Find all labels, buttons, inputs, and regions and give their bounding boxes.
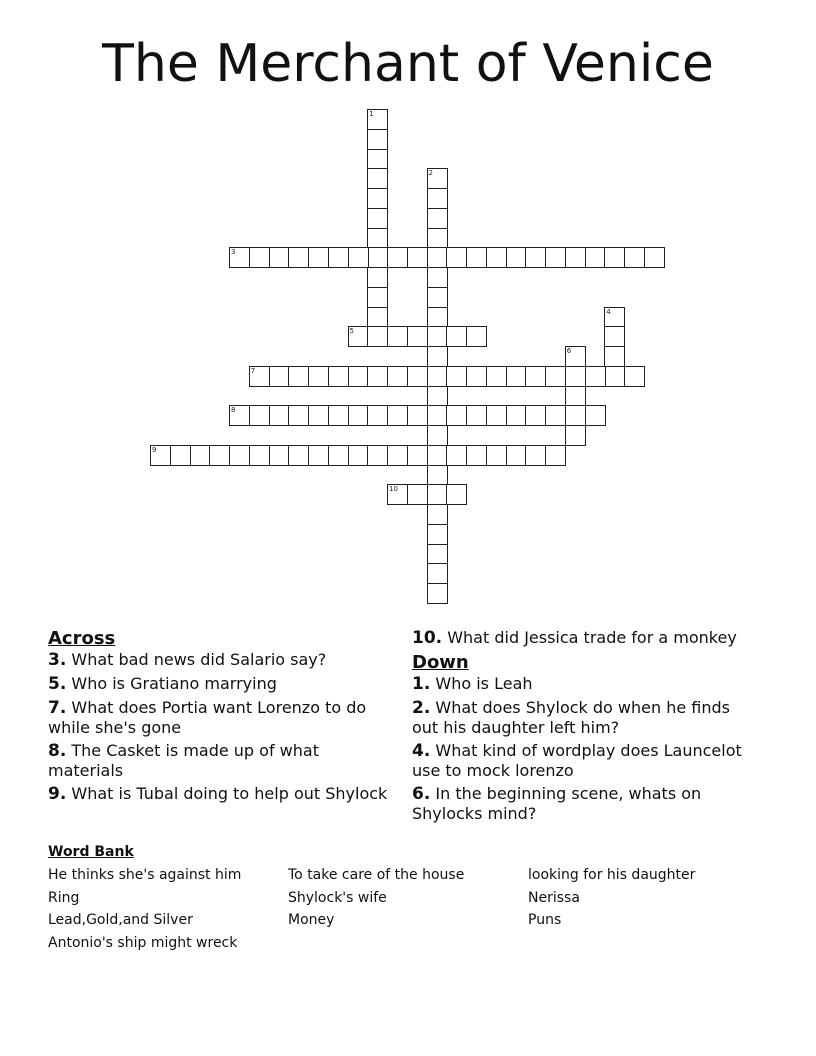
page-title: The Merchant of Venice xyxy=(102,34,714,94)
grid-cell[interactable] xyxy=(545,366,566,387)
grid-cell[interactable] xyxy=(604,307,625,328)
grid-cell[interactable] xyxy=(427,346,448,367)
clue-text: What did Jessica trade for a monkey xyxy=(447,628,737,647)
grid-cell[interactable] xyxy=(565,425,586,446)
clue-text: What bad news did Salario say? xyxy=(71,650,327,669)
grid-cell[interactable] xyxy=(407,445,428,466)
grid-cell[interactable] xyxy=(387,326,408,347)
clue-number: 2. xyxy=(412,698,431,718)
grid-cell[interactable] xyxy=(446,405,467,426)
clue-text: What is Tubal doing to help out Shylock xyxy=(71,784,388,803)
grid-cell[interactable] xyxy=(269,366,290,387)
cell-number: 8 xyxy=(231,406,236,415)
word-bank-item: Money xyxy=(288,912,335,928)
clue-text: What kind of wordplay does Launcelot use to mock lorenzo xyxy=(412,741,742,780)
grid-cell[interactable] xyxy=(604,247,625,268)
grid-cell[interactable] xyxy=(150,445,171,466)
grid-cell[interactable] xyxy=(308,247,329,268)
grid-cell[interactable] xyxy=(348,326,369,347)
grid-cell[interactable] xyxy=(229,247,250,268)
grid-cell[interactable] xyxy=(427,425,448,446)
grid-cell[interactable] xyxy=(624,366,645,387)
grid-cell[interactable] xyxy=(328,405,349,426)
grid-cell[interactable] xyxy=(229,405,250,426)
grid-cell[interactable] xyxy=(506,445,527,466)
grid-cell[interactable] xyxy=(525,445,546,466)
grid-cell[interactable] xyxy=(506,247,527,268)
grid-cell[interactable] xyxy=(486,405,507,426)
grid-cell[interactable] xyxy=(367,405,388,426)
grid-cell[interactable] xyxy=(486,445,507,466)
grid-cell[interactable] xyxy=(545,445,566,466)
clue-number: 6. xyxy=(412,784,431,804)
clues-left-column xyxy=(48,628,388,808)
grid-cell[interactable] xyxy=(427,484,448,505)
grid-cell[interactable] xyxy=(545,247,566,268)
clue-text: Who is Gratiano marrying xyxy=(71,674,277,693)
grid-cell[interactable] xyxy=(427,247,448,268)
grid-cell[interactable] xyxy=(308,445,329,466)
word-bank-heading: Word Bank xyxy=(48,844,134,860)
grid-cell[interactable] xyxy=(585,247,606,268)
grid-cell[interactable] xyxy=(604,346,625,367)
grid-cell[interactable] xyxy=(387,366,408,387)
clue-number: 5. xyxy=(48,674,67,694)
clue-number: 9. xyxy=(48,784,67,804)
grid-cell[interactable] xyxy=(209,445,230,466)
grid-cell[interactable] xyxy=(427,326,448,347)
grid-cell[interactable] xyxy=(308,405,329,426)
word-bank-item: To take care of the house xyxy=(288,867,465,883)
clue-text: The Casket is made up of what materials xyxy=(48,741,319,780)
grid-cell[interactable] xyxy=(229,445,250,466)
grid-cell[interactable] xyxy=(308,366,329,387)
grid-cell[interactable] xyxy=(367,109,388,130)
grid-cell[interactable] xyxy=(565,346,586,367)
clue-text: What does Shylock do when he finds out his daughter left him? xyxy=(412,698,730,737)
grid-cell[interactable] xyxy=(427,544,448,565)
clue-across-7 xyxy=(48,698,388,737)
grid-cell[interactable] xyxy=(367,287,388,308)
cell-number: 10 xyxy=(389,485,398,494)
grid-cell[interactable] xyxy=(525,405,546,426)
clue-number: 7. xyxy=(48,698,67,718)
word-bank-item: He thinks she's against him xyxy=(48,867,242,883)
grid-cell[interactable] xyxy=(525,247,546,268)
grid-cell[interactable] xyxy=(506,366,527,387)
word-bank-item: Nerissa xyxy=(528,889,580,906)
cell-number: 3 xyxy=(231,248,236,257)
grid-cell[interactable] xyxy=(367,208,388,229)
grid-cell[interactable] xyxy=(348,445,369,466)
grid-cell[interactable] xyxy=(446,445,467,466)
grid-cell[interactable] xyxy=(427,583,448,604)
grid-cell[interactable] xyxy=(525,366,546,387)
cell-number: 7 xyxy=(250,366,256,375)
grid-cell[interactable] xyxy=(367,366,388,387)
grid-cell[interactable] xyxy=(249,247,270,268)
grid-cell[interactable] xyxy=(328,247,349,268)
clue-number: 1. xyxy=(412,674,431,694)
grid-cell[interactable] xyxy=(367,326,388,347)
word-bank xyxy=(48,866,768,952)
word-bank-item: Ring xyxy=(48,889,80,906)
grid-cell[interactable] xyxy=(585,366,606,387)
down-heading: Down xyxy=(412,652,469,673)
grid-cell[interactable] xyxy=(367,445,388,466)
clues-right-column xyxy=(412,628,752,827)
grid-cell[interactable] xyxy=(427,307,448,328)
grid-cell[interactable] xyxy=(466,366,487,387)
clue-text: In the beginning scene, whats on Shylocks mind? xyxy=(412,784,702,823)
grid-cell[interactable] xyxy=(249,405,270,426)
cell-number: 6 xyxy=(566,347,572,355)
grid-cell[interactable] xyxy=(427,287,448,308)
grid-cell[interactable] xyxy=(328,366,349,387)
grid-cell[interactable] xyxy=(288,366,309,387)
grid-cell[interactable] xyxy=(288,247,309,268)
grid-cell[interactable] xyxy=(288,445,309,466)
grid-cell[interactable] xyxy=(446,484,467,505)
grid-cell[interactable] xyxy=(427,405,448,426)
clue-number: 4. xyxy=(412,741,431,761)
grid-cell[interactable] xyxy=(427,386,448,407)
grid-cell[interactable] xyxy=(427,228,448,249)
grid-cell[interactable] xyxy=(565,247,586,268)
grid-cell[interactable] xyxy=(565,366,586,387)
grid-cell[interactable] xyxy=(466,247,487,268)
grid-cell[interactable] xyxy=(367,247,388,268)
grid-cell[interactable] xyxy=(407,484,428,505)
grid-cell[interactable] xyxy=(387,484,408,505)
grid-cell[interactable] xyxy=(624,247,645,268)
grid-cell[interactable] xyxy=(644,247,665,268)
grid-cell[interactable] xyxy=(288,405,309,426)
grid-cell[interactable] xyxy=(565,405,586,426)
grid-cell[interactable] xyxy=(427,504,448,525)
grid-cell[interactable] xyxy=(367,228,388,249)
cell-number: 4 xyxy=(606,307,611,316)
grid-cell[interactable] xyxy=(387,247,408,268)
grid-cell[interactable] xyxy=(427,524,448,545)
clue-down-1 xyxy=(412,674,752,694)
grid-cell[interactable] xyxy=(367,168,388,189)
grid-cell[interactable] xyxy=(269,445,290,466)
grid-cell[interactable] xyxy=(387,445,408,466)
word-bank-item: Shylock's wife xyxy=(288,889,387,906)
grid-cell[interactable] xyxy=(506,405,527,426)
clue-down-4 xyxy=(412,741,752,780)
grid-cell[interactable] xyxy=(407,326,428,347)
grid-cell[interactable] xyxy=(486,247,507,268)
grid-cell[interactable] xyxy=(565,386,586,407)
grid-cell[interactable] xyxy=(427,445,448,466)
grid-cell[interactable] xyxy=(427,208,448,229)
grid-cell[interactable] xyxy=(367,188,388,209)
grid-cell[interactable] xyxy=(348,366,369,387)
grid-cell[interactable] xyxy=(249,445,270,466)
clue-text: What does Portia want Lorenzo to do while she's gone xyxy=(48,698,367,737)
grid-cell[interactable] xyxy=(269,405,290,426)
grid-cell[interactable] xyxy=(367,307,388,328)
word-bank-item: Lead,Gold,and Silver xyxy=(48,912,193,928)
grid-cell[interactable] xyxy=(367,149,388,170)
grid-cell[interactable] xyxy=(367,267,388,288)
grid-cell[interactable] xyxy=(249,366,270,387)
grid-cell[interactable] xyxy=(190,445,211,466)
grid-cell[interactable] xyxy=(466,405,487,426)
clue-text: Who is Leah xyxy=(435,674,533,693)
word-bank-item: looking for his daughter xyxy=(528,867,696,883)
clue-down-2 xyxy=(412,698,752,737)
grid-cell[interactable] xyxy=(367,129,388,150)
grid-cell[interactable] xyxy=(407,247,428,268)
grid-cell[interactable] xyxy=(407,366,428,387)
cell-number: 1 xyxy=(369,110,374,118)
grid-cell[interactable] xyxy=(387,405,408,426)
cell-number: 9 xyxy=(152,445,157,454)
grid-cell[interactable] xyxy=(466,326,487,347)
clue-across-3 xyxy=(48,650,388,670)
clue-number: 10. xyxy=(412,628,443,648)
grid-cell[interactable] xyxy=(427,188,448,209)
clue-across-8 xyxy=(48,741,388,780)
clue-number: 8. xyxy=(48,741,67,761)
grid-cell[interactable] xyxy=(407,405,428,426)
grid-cell[interactable] xyxy=(427,267,448,288)
grid-cell[interactable] xyxy=(348,405,369,426)
word-bank-item: Puns xyxy=(528,912,562,928)
grid-cell[interactable] xyxy=(328,445,349,466)
clue-down-6 xyxy=(412,784,752,823)
grid-cell[interactable] xyxy=(446,326,467,347)
grid-cell[interactable] xyxy=(427,168,448,189)
grid-cell[interactable] xyxy=(427,465,448,486)
clue-across-10 xyxy=(412,628,752,648)
grid-cell[interactable] xyxy=(446,366,467,387)
clue-across-9 xyxy=(48,784,388,804)
grid-cell[interactable] xyxy=(269,247,290,268)
word-bank-item: Antonio's ship might wreck xyxy=(48,934,238,951)
clue-across-5 xyxy=(48,674,388,694)
grid-cell[interactable] xyxy=(446,247,467,268)
grid-cell[interactable] xyxy=(348,247,369,268)
grid-cell[interactable] xyxy=(427,563,448,584)
cell-number: 5 xyxy=(349,327,354,336)
grid-cell[interactable] xyxy=(545,405,566,426)
across-heading: Across xyxy=(48,628,116,649)
grid-cell[interactable] xyxy=(604,366,625,387)
grid-cell[interactable] xyxy=(486,366,507,387)
cell-number: 2 xyxy=(428,169,433,178)
clue-number: 3. xyxy=(48,650,67,670)
grid-cell[interactable] xyxy=(466,445,487,466)
grid-cell[interactable] xyxy=(604,326,625,347)
grid-cell[interactable] xyxy=(170,445,191,466)
grid-cell[interactable] xyxy=(427,366,448,387)
grid-cell[interactable] xyxy=(585,405,606,426)
